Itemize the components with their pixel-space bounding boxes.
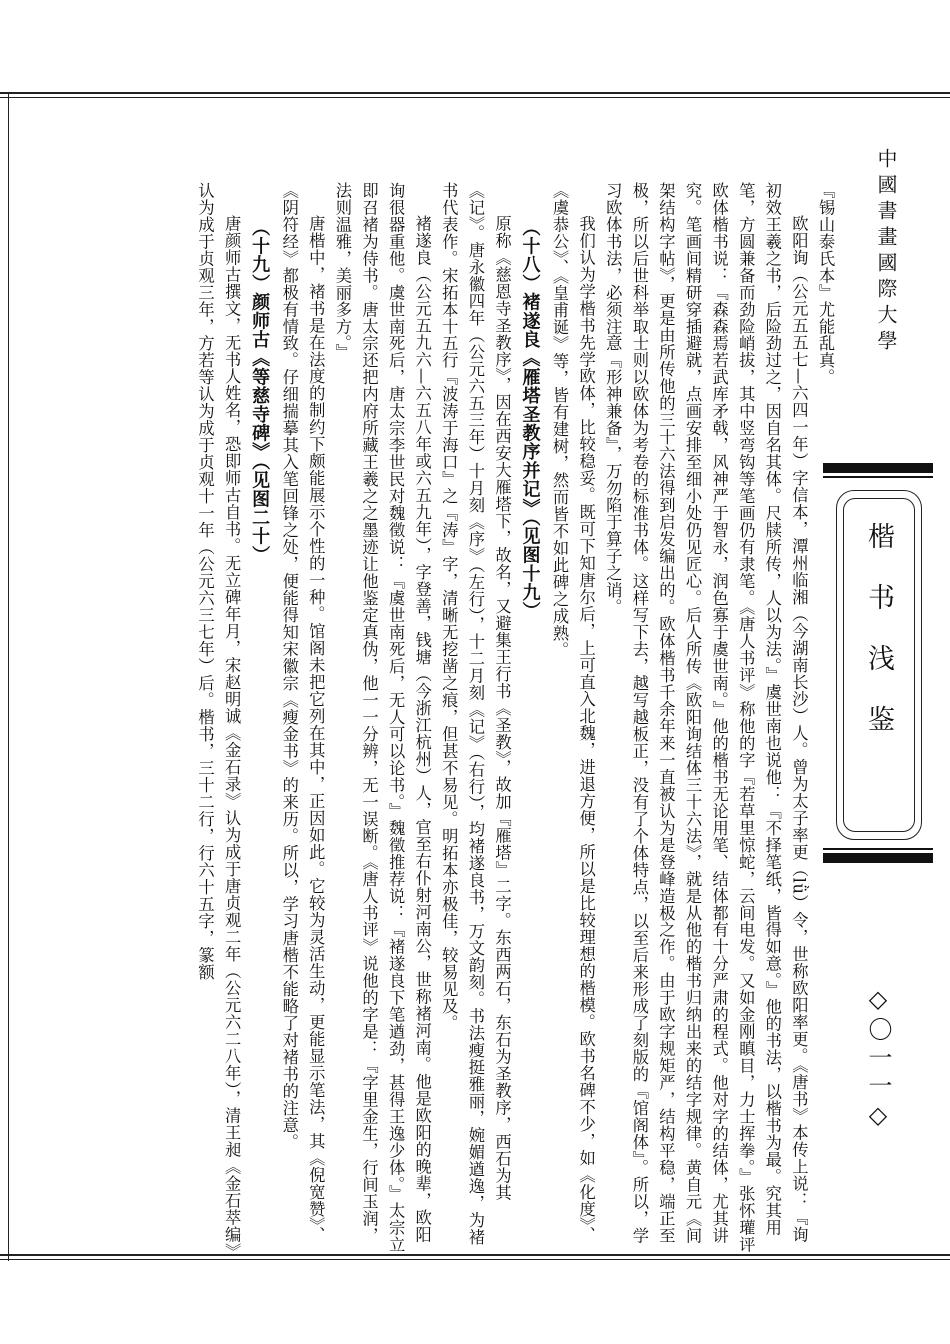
paragraph: 唐楷中，褚书是在法度的制约下颇能展示个性的一种。馆阁未把它列在其中，正因如此。它较为灵活生动，更能显示笔法，其《倪宽赞》、《阴符经》都极有情致。仔细揣摹其入笔回锋之处，便能得知宋徽宗《瘦金书》的来历。所以，学习唐楷不能略了对褚书的注意。: [279, 182, 326, 1243]
page-frame-top-line: [0, 92, 950, 94]
title-band-top-thin: [823, 476, 933, 478]
title-cartouche-inner: [843, 498, 915, 832]
title-cartouche: [836, 490, 922, 840]
title-band-bottom: [823, 853, 933, 863]
page-frame-left-line: [8, 92, 9, 1261]
page-frame-top-inner-line: [0, 97, 950, 98]
university-name: 中國書畫國際大學: [874, 148, 898, 356]
paragraph: 欧阳询（公元五五七—六四一年）字信本，潭州临湘（今湖南长沙）人。曾为太子率更（lǜ）令，世称欧阳率更。《唐书》本传上说：『询初效王羲之书，后险劲过之，因自名其体。尺牍所传，人以为法。』虞世南也说他：『不择笔纸，皆得如意。』他的书法，以楷书为最。究其用笔，方圆兼备而劲险峭拔，其中竖弯钩等笔画仍有隶笔。《唐人书评》称他的字『若草里惊蛇，云间电发。又如金刚瞋目，力士挥拳。』张怀瓘评欧体楷书说：『森森焉若武库矛戟，风神严于智永，润色寡于虞世南。』他的楷书无论用笔、结体都有十分严肃的程式。他对字的结体，尤其讲究。笔画间精研穿插避就，点画安排至细小处仍见匠心。后人所传《欧阳询结体三十六法》，就是从他的楷书归纳出来的结字规律。黄自元《间架结构字帖》，更是由所传他的三十六法得到启发编出的。欧体楷书千余年来一直被认为是登峰造极之作。由于欧字规矩严，结构平稳，端正至极，所以后世科举取士则以欧体为考卷的标准书体。这样写下去，越写越板正，没有了个体特点，以至后来形成了刻版的『馆阁体』。所以，学习欧体书法，必须注意『形神兼备』，万勿陷于算子之诮。: [603, 182, 809, 1254]
paragraph: 唐颜师古撰文，无书人姓名，恐即师古自书。无立碑年月，宋赵明诚《金石录》认为成于唐贞观二年（公元六二八年），清王昶《金石萃编》认为成于贞观三年，方若等认为成于贞观十一年（公元六三七年）后。楷书，三十二行，行六十五字，篆额: [195, 182, 242, 1252]
paragraph: 褚遂良（公元五九六—六五八年或六五九年），字登善，钱塘（今浙江杭州）人，官至右仆射河南公，世称褚河南。他是欧阳的晚辈，欧阳询很器重他。虞世南死后，唐太宗李世民对魏徵说：『虞世南死后，无人可以论书。』魏徵推荐说：『褚遂良下笔遒劲，甚得王逸少体。』太宗立即召褚为侍书。唐太宗还把内府所藏王羲之之墨迹让他鉴定真伪，他一一分辨，无一误断。《唐人书评》说他的字是：『字里金生，行间玉润，法则温雅，美丽多方。』: [332, 182, 432, 1254]
body-text: [120, 182, 838, 1256]
page-number: ◇〇一一◇: [864, 985, 892, 1133]
paragraph: 『锡山泰氏本』尤能乱真。: [816, 182, 835, 386]
title-band-bottom-thin: [823, 848, 933, 850]
paragraph: 原称《慈恩寺圣教序》，因在西安大雁塔下，故名，又避集王行书《圣教》，故加『雁塔』二字。东西两石，东石为圣教序，西石为其《记》。唐永徽四年（公元六五三年）十月刻《序》（左行），十二月刻《记》（右行），均褚遂良书，万文韵刻。书法瘦挺雅丽，婉媚遒逸，为褚书代表作。宋拓本十五行『波涛于海口』之『涛』字，清晰无挖凿之痕，但甚不易见。明拓本亦极佳，较易见及。: [439, 182, 512, 1246]
section-heading: （十八）褚遂良《雁塔圣教序并记》（见图十九）: [519, 218, 541, 621]
paragraph: 我们认为学楷书先学欧体，比较稳妥。既可下知唐尔后，上可直入北魏，进退方便，所以是比较理想的楷模。欧书名碑不少，如《化度》、《虞恭公》、《皇甫诞》等，皆有建树，然而皆不如此碑之成熟。: [550, 182, 596, 1243]
title-band-top: [823, 463, 933, 473]
page-frame-bottom-inner-line: [0, 1259, 950, 1260]
book-title: 楷书浅鉴: [863, 522, 894, 766]
section-heading: （十九）颜师古《等慈寺碑》（见图二十）: [249, 218, 271, 565]
